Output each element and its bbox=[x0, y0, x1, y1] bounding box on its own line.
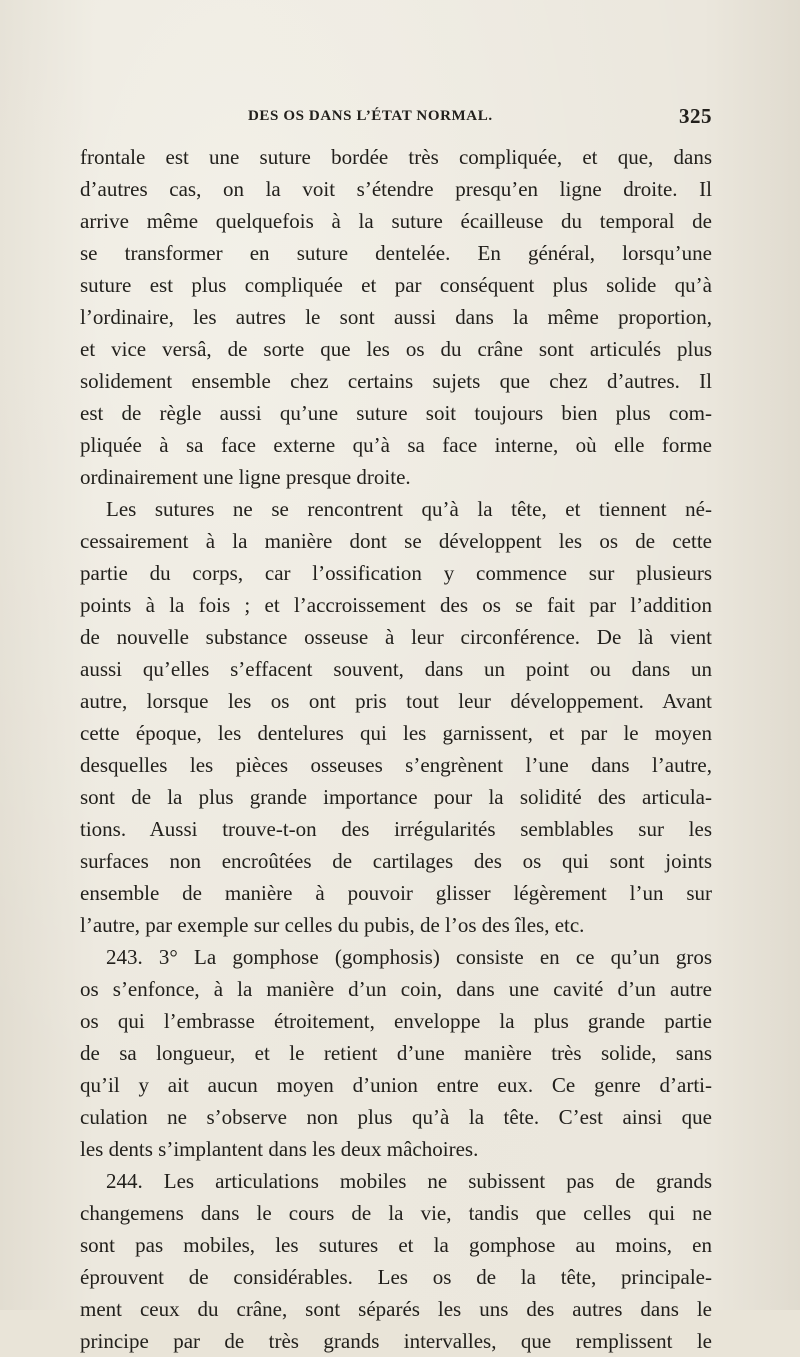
text-line: pliquée à sa face externe qu’à sa face interne, où elle forme bbox=[80, 433, 712, 457]
text-line: ensemble de manière à pouvoir glisser légèrement l’un sur bbox=[80, 881, 712, 905]
text-line: principe par de très grands intervalles, que remplissent le bbox=[80, 1329, 712, 1353]
running-head bbox=[80, 104, 712, 134]
text-line: partie du corps, car l’ossification y commence sur plusieurs bbox=[80, 561, 712, 585]
text-line: desquelles les pièces osseuses s’engrènent l’une dans l’autre, bbox=[80, 753, 712, 777]
body-text bbox=[80, 141, 712, 1357]
text-line: changemens dans le cours de la vie, tandis que celles qui ne bbox=[80, 1201, 712, 1225]
text-line: les dents s’implantent dans les deux mâchoires. bbox=[80, 1137, 479, 1161]
text-line: et vice versâ, de sorte que les os du crâne sont articulés plus bbox=[80, 337, 712, 361]
text-line: os s’enfonce, à la manière d’un coin, dans une cavité d’un autre bbox=[80, 977, 712, 1001]
text-line: surfaces non encroûtées de cartilages des os qui sont joints bbox=[80, 849, 712, 873]
text-line: frontale est une suture bordée très compliquée, et que, dans bbox=[80, 145, 712, 169]
text-line: ment ceux du crâne, sont séparés les uns des autres dans le bbox=[80, 1297, 712, 1321]
text-line: est de règle aussi qu’une suture soit toujours bien plus com- bbox=[80, 401, 712, 425]
text-line: tions. Aussi trouve-t-on des irrégularités semblables sur les bbox=[80, 817, 712, 841]
text-line: se transformer en suture dentelée. En général, lorsqu’une bbox=[80, 241, 712, 265]
text-line: qu’il y ait aucun moyen d’union entre eux. Ce genre d’arti- bbox=[80, 1073, 712, 1097]
text-line: Les sutures ne se rencontrent qu’à la tête, et tiennent né- bbox=[106, 497, 712, 521]
text-line: os qui l’embrasse étroitement, enveloppe la plus grande partie bbox=[80, 1009, 712, 1033]
page-number: 325 bbox=[679, 104, 712, 128]
text-line: points à la fois ; et l’accroissement des os se fait par l’addition bbox=[80, 593, 712, 617]
text-line: éprouvent de considérables. Les os de la tête, principale- bbox=[80, 1265, 712, 1289]
text-line: culation ne s’observe non plus qu’à la tête. C’est ainsi que bbox=[80, 1105, 712, 1129]
text-line: cette époque, les dentelures qui les garnissent, et par le moyen bbox=[80, 721, 712, 745]
running-title: DES OS DANS L’ÉTAT NORMAL. bbox=[248, 108, 493, 124]
text-line: 243. 3° La gomphose (gomphosis) consiste en ce qu’un gros bbox=[106, 945, 712, 969]
text-line: cessairement à la manière dont se développent les os de cette bbox=[80, 529, 712, 553]
text-line: sont pas mobiles, les sutures et la gomphose au moins, en bbox=[80, 1233, 712, 1257]
text-line: arrive même quelquefois à la suture écailleuse du temporal de bbox=[80, 209, 712, 233]
text-line: de sa longueur, et le retient d’une manière très solide, sans bbox=[80, 1041, 712, 1065]
text-line: 244. Les articulations mobiles ne subissent pas de grands bbox=[106, 1169, 712, 1193]
text-line: solidement ensemble chez certains sujets que chez d’autres. Il bbox=[80, 369, 712, 393]
text-line: ordinairement une ligne presque droite. bbox=[80, 465, 411, 489]
text-line: l’autre, par exemple sur celles du pubis, de l’os des îles, etc. bbox=[80, 913, 585, 937]
text-line: aussi qu’elles s’effacent souvent, dans un point ou dans un bbox=[80, 657, 712, 681]
text-line: autre, lorsque les os ont pris tout leur développement. Avant bbox=[80, 689, 712, 713]
text-line: de nouvelle substance osseuse à leur circonférence. De là vient bbox=[80, 625, 712, 649]
text-line: d’autres cas, on la voit s’étendre presqu’en ligne droite. Il bbox=[80, 177, 712, 201]
text-line: sont de la plus grande importance pour la solidité des articula- bbox=[80, 785, 712, 809]
text-line: l’ordinaire, les autres le sont aussi dans la même proportion, bbox=[80, 305, 712, 329]
text-line: suture est plus compliquée et par conséquent plus solide qu’à bbox=[80, 273, 712, 297]
